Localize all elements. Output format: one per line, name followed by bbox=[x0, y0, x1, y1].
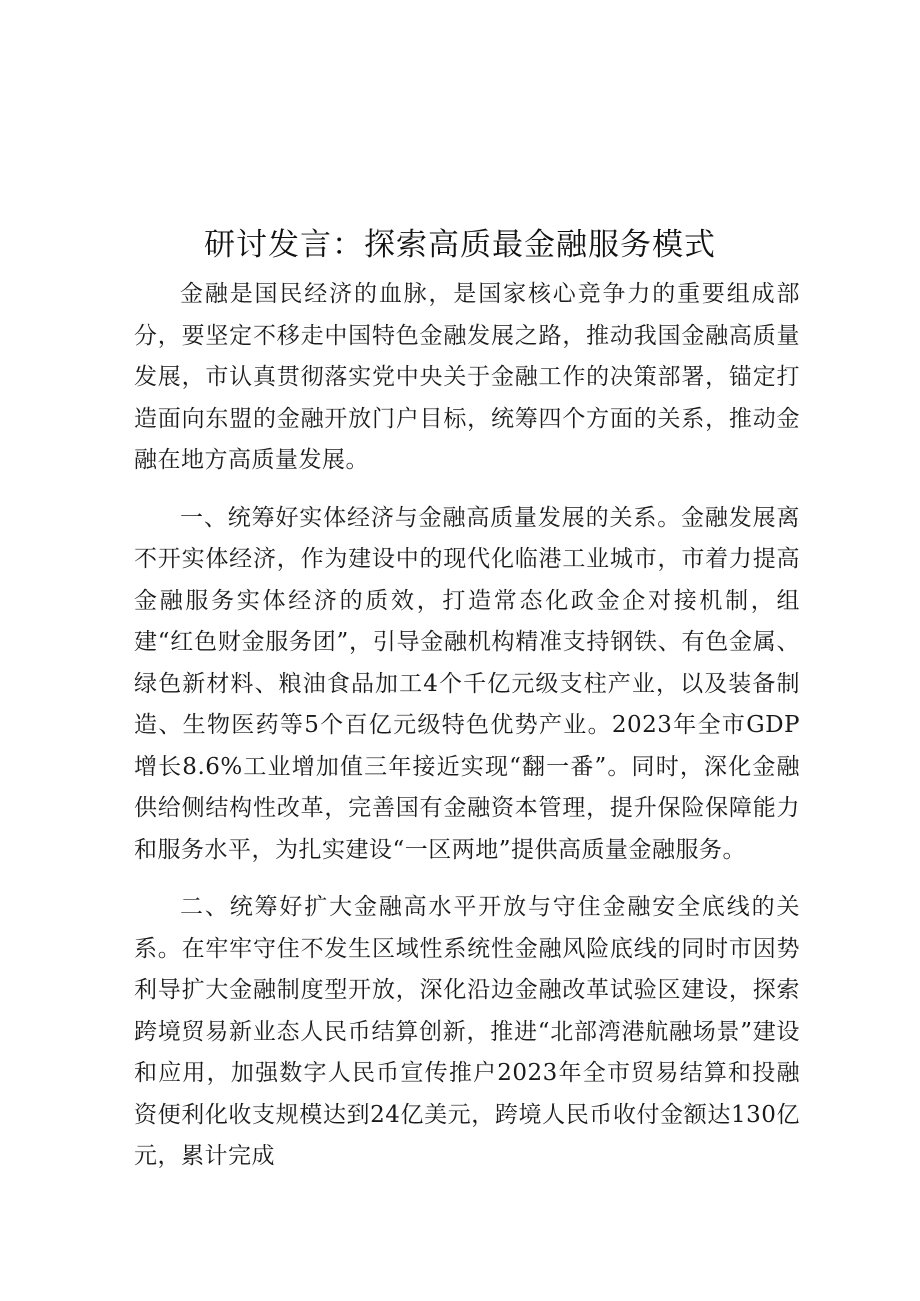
paragraph-intro: 金融是国民经济的血脉，是国家核心竞争力的重要组成部分，要坚定不移走中国特色金融发展之路，推动我国金融高质量发展，市认真贯彻落实党中央关于金融工作的决策部署，锚定打造面向东盟的金融开放门户目标，统筹四个方面的关系，推动金融在地方高质量发展。 bbox=[134, 281, 800, 473]
document-title: 研讨发言：探索高质最金融服务模式 bbox=[204, 227, 716, 263]
document-body bbox=[134, 274, 800, 1194]
paragraph-section-two: 二、统筹好扩大金融高水平开放与守住金融安全底线的关系。在牢牢守住不发生区域性系统性金融风险底线的同时市因势利导扩大金融制度型开放，深化沿边金融改革试验区建设，探索跨境贸易新业态人民币结算创新，推进“北部湾港航融场景”建设和应用，加强数字人民币宣传推户2023年全市贸易结算和投融资便利化收支规模达到24亿美元，跨境人民币收付金额达130亿元，累计完成 bbox=[134, 894, 800, 1169]
paragraph-section-one: 一、统筹好实体经济与金融高质量发展的关系。金融发展离不开实体经济，作为建设中的现代化临港工业城市，市着力提高金融服务实体经济的质效，打造常态化政金企对接机制，组建“红色财金服务团”，引导金融机构精准支持钢铁、有色金属、绿色新材料、粮油食品加工4个千亿元级支柱产业，以及装备制造、生物医药等5个百亿元级特色优势产业。2023年全市GDP增长8.6%工业增加值三年接近实现“翻一番”。同时，深化金融供给侧结构性改革，完善国有金融资本管理，提升保险保障能力和服务水平，为扎实建设“一区两地”提供高质量金融服务。 bbox=[134, 504, 800, 863]
